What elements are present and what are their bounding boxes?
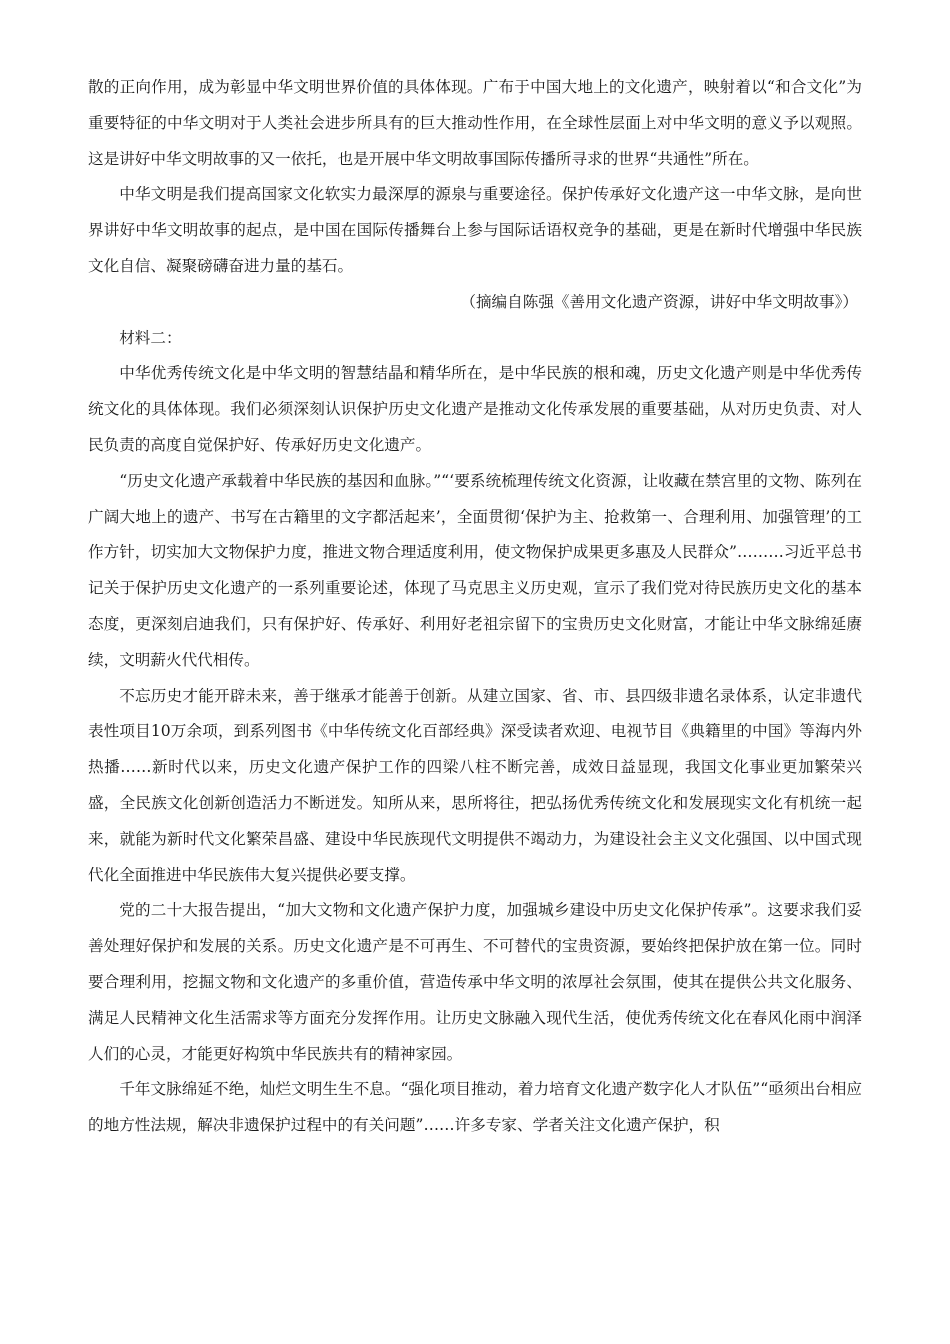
paragraph: 千年文脉绵延不绝，灿烂文明生生不息。“强化项目推动，着力培育文化遗产数字化人才队伍”“亟须出台相应的地方性法规，解决非遗保护过程中的有关问题”……许多专家、学者关注文化遗产保护，积 (88, 1080, 862, 1135)
paragraph: 中华文明是我们提高国家文化软实力最深厚的源泉与重要途径。保护传承好文化遗产这一中华文脉，是向世界讲好中华文明故事的起点，是中国在国际传播舞台上参与国际话语权竞争的基础，更是在新时代增强中华民族文化自信、凝聚磅礴奋进力量的基石。 (88, 185, 862, 275)
paragraph: 党的二十大报告提出，“加大文物和文化遗产保护力度，加强城乡建设中历史文化保护传承”。这要求我们妥善处理好保护和发展的关系。历史文化遗产是不可再生、不可替代的宝贵资源，要始终把保护放在第一位。同时要合理利用，挖掘文物和文化遗产的多重价值，营造传承中华文明的浓厚社会氛围，使其在提供公共文化服务、满足人民精神文化生活需求等方面充分发挥作用。让历史文脉融入现代生活，使优秀传统文化在春风化雨中润泽人们的心灵，才能更好构筑中华民族共有的精神家园。 (88, 901, 862, 1063)
source-citation: （摘编自陈强《善用文化遗产资源，讲好中华文明故事》） (460, 292, 858, 311)
document-body (88, 70, 862, 1144)
paragraph: “历史文化遗产承载着中华民族的基因和血脉。”“‘要系统梳理传统文化资源，让收藏在禁宫里的文物、陈列在广阔大地上的遗产、书写在古籍里的文字都活起来’，全面贯彻‘保护为主、抢救第一、合理利用、加强管理’的工作方针，切实加大文物保护力度，推进文物合理适度利用，使文物保护成果更多惠及人民群众”………习近平总书记关于保护历史文化遗产的一系列重要论述，体现了马克思主义历史观，宣示了我们党对待民族历史文化的基本态度，更深刻启迪我们，只有保护好、传承好、利用好老祖宗留下的宝贵历史文化财富，才能让中华文脉绵延赓续，文明薪火代代相传。 (88, 471, 862, 669)
paragraph: 中华优秀传统文化是中华文明的智慧结晶和精华所在，是中华民族的根和魂，历史文化遗产则是中华优秀传统文化的具体体现。我们必须深刻认识保护历史文化遗产是推动文化传承发展的重要基础，从对历史负责、对人民负责的高度自觉保护好、传承好历史文化遗产。 (88, 364, 862, 454)
paragraph: 不忘历史才能开辟未来，善于继承才能善于创新。从建立国家、省、市、县四级非遗名录体系，认定非遗代表性项目10万余项，到系列图书《中华传统文化百部经典》深受读者欢迎、电视节目《典籍里的中国》等海内外热播……新时代以来，历史文化遗产保护工作的四梁八柱不断完善，成效日益显现，我国文化事业更加繁荣兴盛，全民族文化创新创造活力不断迸发。知所从来，思所将往，把弘扬优秀传统文化和发展现实文化有机统一起来，就能为新时代文化繁荣昌盛、建设中华民族现代文明提供不竭动力，为建设社会主义文化强国、以中国式现代化全面推进中华民族伟大复兴提供必要支撑。 (88, 686, 862, 884)
section-heading: 材料二： (119, 328, 182, 347)
paragraph: 散的正向作用，成为彰显中华文明世界价值的具体体现。广布于中国大地上的文化遗产，映射着以“和合文化”为重要特征的中华文明对于人类社会进步所具有的巨大推动性作用，在全球性层面上对中华文明的意义予以观照。这是讲好中华文明故事的又一依托，也是开展中华文明故事国际传播所寻求的世界“共通性”所在。 (88, 78, 862, 168)
